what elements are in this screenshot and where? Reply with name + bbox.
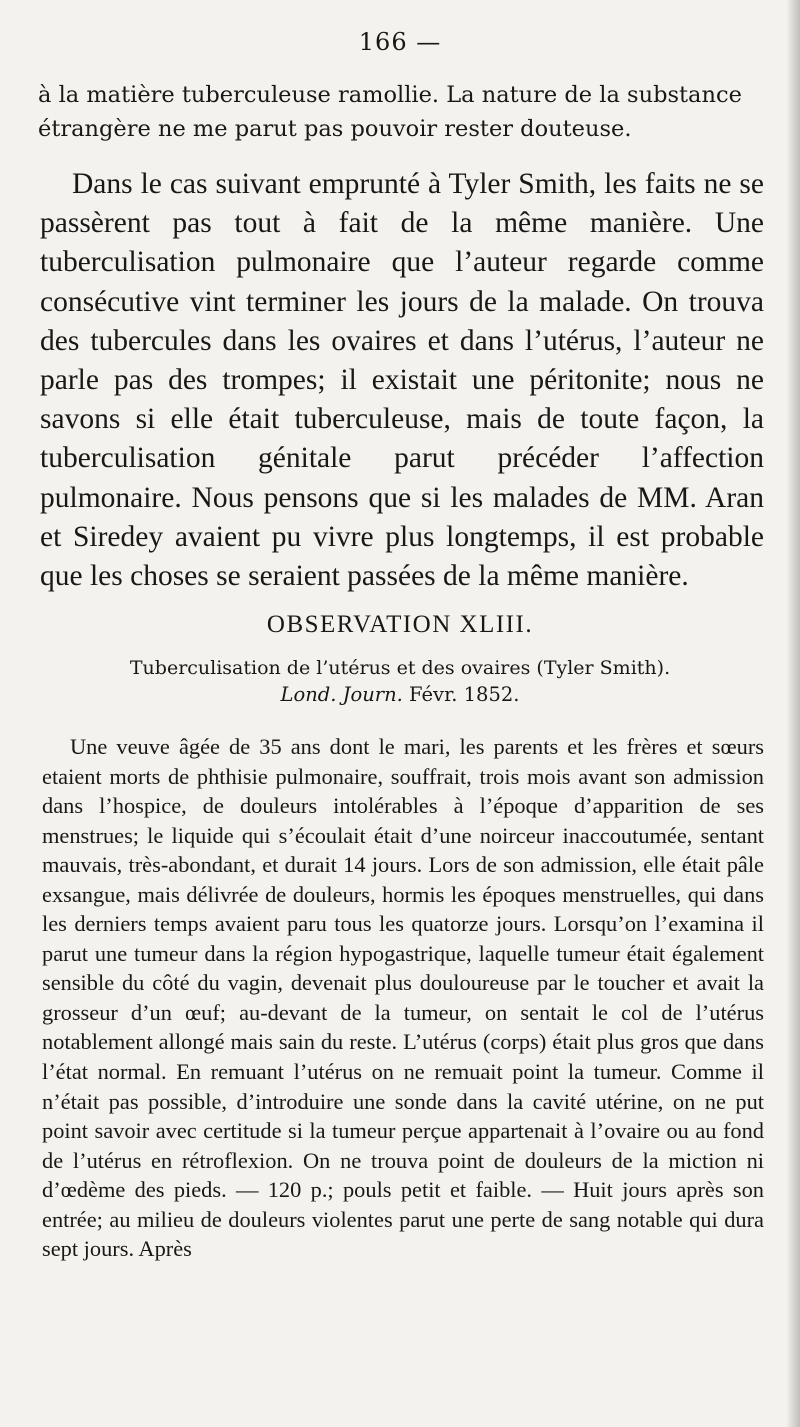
intro-paragraph: à la matière tuberculeuse ramollie. La nature de la substance étrangère ne me parut pas pouvoir rester douteuse. <box>38 82 742 142</box>
observation-source <box>0 683 800 706</box>
paragraph-tyler-smith-case: Dans le cas suivant emprunté à Tyler Smith, les faits ne se passèrent pas tout à fait de la même manière. Une tuberculisation pulmonaire que l’auteur regarde comme consécutive vint terminer les jours de la malade. On trouva des tubercules dans les ovaires et dans l’utérus, l’auteur ne parle pas des trompes; il existait une péritonite; nous ne savons si elle était tuberculeuse, mais de toute façon, la tuberculisation génitale parut précéder l’affection pulmonaire. Nous pensons que si les malades de MM. Aran et Siredey avaient pu vivre plus longtemps, il est probable que les choses se seraient passées de la même manière. <box>40 168 764 593</box>
page-number: 166 — <box>358 28 442 56</box>
scan-page-edge <box>786 0 800 1427</box>
source-date: Févr. 1852. <box>409 683 520 706</box>
source-journal: Lond. Journ. <box>280 683 403 706</box>
observation-body-paragraph: Une veuve âgée de 35 ans dont le mari, les parents et les frères et sœurs etaient morts de phthisie pulmonaire, souffrait, trois mois avant son admission dans l’hospice, de douleurs intolérables à l’époque d’apparition de ses menstrues; le liquide qui s’écoulait était d’une noirceur inaccoutumée, sentant mauvais, très-abondant, et durait 14 jours. Lors de son admission, elle était pâle exsangue, mais délivrée de douleurs, hormis les époques menstruelles, qui dans les derniers temps avaient paru tous les quatorze jours. Lorsqu’on l’examina il parut une tumeur dans la région hypogastrique, laquelle tumeur était également sensible du côté du vagin, devenait plus douloureuse par le toucher et avait la grosseur d’un œuf; au-devant de la tumeur, on sentait le col de l’utérus notablement allongé mais sain du reste. L’utérus (corps) était plus gros que dans l’état normal. En remuant l’utérus on ne remuait point la tumeur. Comme il n’était pas possible, d’introduire une sonde dans la cavité utérine, on ne put point savoir avec certitude si la tumeur perçue appartenait à l’ovaire ou au fond de l’utérus en rétroflexion. On ne trouva point de douleurs de la miction ni d’œdème des pieds. — 120 p.; pouls petit et faible. — Huit jours après son entrée; au milieu de douleurs violentes parut une perte de sang notable qui dura sept jours. Après <box>42 734 764 1262</box>
observation-title: OBSERVATION XLIII. <box>266 611 534 638</box>
observation-subtitle: Tuberculisation de l’utérus et des ovaires (Tyler Smith). <box>129 657 671 679</box>
